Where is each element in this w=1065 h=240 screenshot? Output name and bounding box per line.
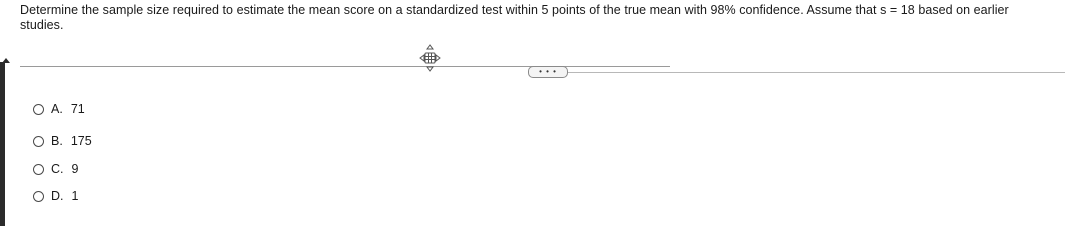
option-c[interactable]: [33, 160, 78, 178]
option-d[interactable]: [33, 187, 78, 205]
radio-button[interactable]: [33, 136, 44, 147]
left-accent-bar: [0, 62, 5, 226]
radio-button[interactable]: [33, 164, 44, 175]
option-value: 1: [71, 189, 79, 203]
option-value: 71: [70, 102, 85, 116]
divider: [20, 66, 670, 67]
radio-button[interactable]: [33, 104, 44, 115]
radio-button[interactable]: [33, 191, 44, 202]
option-letter: B.: [51, 134, 63, 148]
option-value: 9: [71, 162, 79, 176]
divider-secondary: [560, 72, 1065, 73]
option-letter: C.: [51, 162, 64, 176]
option-letter: D.: [51, 189, 64, 203]
question-text: Determine the sample size required to estimate the mean score on a standardized test within 5 points of the true mean with 98% confidence. Assume that s = 18 based on earlier studies.: [20, 3, 1009, 32]
option-a[interactable]: [33, 100, 85, 118]
option-b[interactable]: [33, 132, 92, 150]
option-letter: A.: [51, 102, 63, 116]
expand-button[interactable]: • • •: [528, 66, 568, 78]
move-icon[interactable]: [419, 44, 441, 72]
option-value: 175: [70, 134, 92, 148]
